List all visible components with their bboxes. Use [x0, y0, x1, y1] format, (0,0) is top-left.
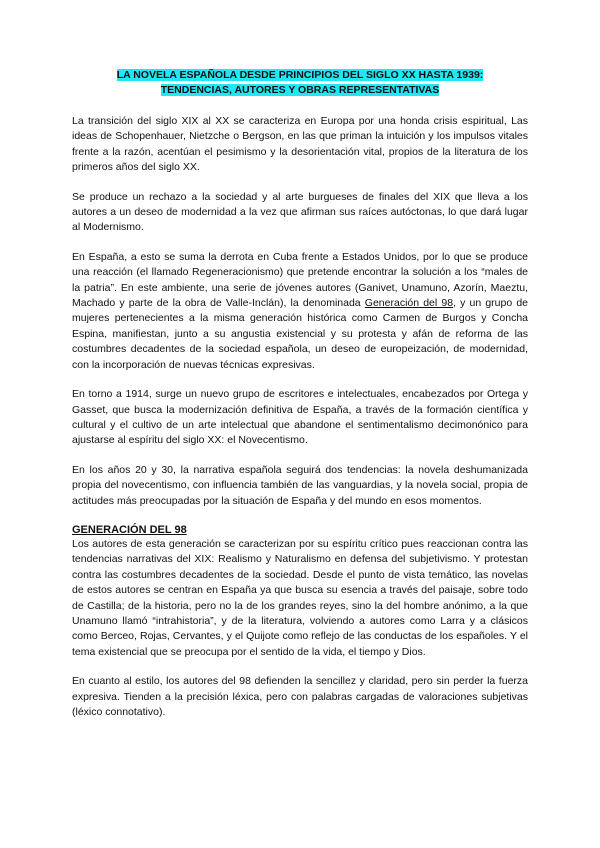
- paragraph-espana-text-1: En España, a esto se suma la derrota en Cuba frente a Estados Unidos, por lo que se produce una reacción (el llamado Regeneracionismo) que pretende encontrar la solución a los “males de la patria”. En este ambiente, una serie de jóvenes autores (Ganivet, Unamuno, Azorín, Maeztu, Machado y parte de la obra de Valle-Inclán), la denominada: [72, 250, 528, 310]
- paragraph-tendencias: En los años 20 y 30, la narrativa española seguirá dos tendencias: la novela deshumanizada propia del novecentismo, con influencia también de las vanguardias, y la novela social, propia de actitudes más preocupadas por la situación de España y del mundo en esos momentos.: [72, 463, 528, 507]
- section-heading-generacion-98: GENERACIÓN DEL 98: [72, 523, 187, 536]
- title-line-2: TENDENCIAS, AUTORES Y OBRAS REPRESENTATIVAS: [160, 84, 440, 96]
- document-title: [72, 68, 528, 98]
- paragraph-rechazo: Se produce un rechazo a la sociedad y al arte burgueses de finales del XIX que lleva a los autores a un deseo de modernidad a la vez que afirman sus raíces autóctonas, lo que dará lugar al Modernismo.: [72, 190, 528, 234]
- paragraph-espana-text-2: , y un grupo de mujeres pertenecientes a la misma generación histórica como Carmen de Burgos y Concha Espina, manifiestan, junto a su angustia existencial y su protesta y afán de reforma de las costumbres decadentes de la sociedad española, un deseo de europeización, de modernidad, con la incorporación de nuevas técnicas expresivas.: [72, 297, 529, 371]
- section-paragraph-estilo: En cuanto al estilo, los autores del 98 defienden la sencillez y claridad, pero sin perder la fuerza expresiva. Tienden a la precisión léxica, pero con palabras cargadas de valoraciones subjetivas (léxico connotativo).: [72, 675, 528, 718]
- section-paragraph-autores: Los autores de esta generación se caracterizan por su espíritu crítico pues reaccionan contra las tendencias narrativas del XIX: Realismo y Naturalismo en defensa del subjetivismo. Y protestan contra las costumbres decadentes de la sociedad. Desde el punto de vista temático, las novelas de estos autores se centran en España ya que busca su esencia a través del paisaje, sobre todo de Castilla; de la historia, pero no la de los grandes reyes, sino la del hombre anónimo, a la que Unamuno llamó “intrahistoria”, y de la literatura, volviendo a autores como Larra y a clásicos como Berceo, Rojas, Cervantes, y el Quijote como reflejo de las conductas de los españoles. Y el tema existencial que se preocupa por el sentido de la vida, el tiempo y Dios.: [72, 537, 528, 658]
- document-body: [72, 114, 528, 720]
- title-line-1: LA NOVELA ESPAÑOLA DESDE PRINCIPIOS DEL SIGLO XX HASTA 1939:: [116, 69, 484, 81]
- paragraph-transicion: La transición del siglo XIX al XX se caracteriza en Europa por una honda crisis espiritual, Las ideas de Schopenhauer, Nietzche o Bergson, en las que priman la intuición y los impulsos vitales frente a la razón, acentúan el pesimismo y la desorientación vital, propios de la literatura de los primeros años del siglo XX.: [72, 115, 528, 174]
- generacion-98-link[interactable]: Generación del 98: [364, 297, 454, 310]
- paragraph-espana: [72, 250, 528, 373]
- paragraph-novecentismo: En torno a 1914, surge un nuevo grupo de escritores e intelectuales, encabezados por Ortega y Gasset, que busca la modernización definitiva de España, a través de la formación científica y cultural y el cultivo de un arte intelectual que abandone el sentimentalismo decimonónico para ajustarse al espíritu del siglo XX: el Novecentismo.: [72, 388, 528, 447]
